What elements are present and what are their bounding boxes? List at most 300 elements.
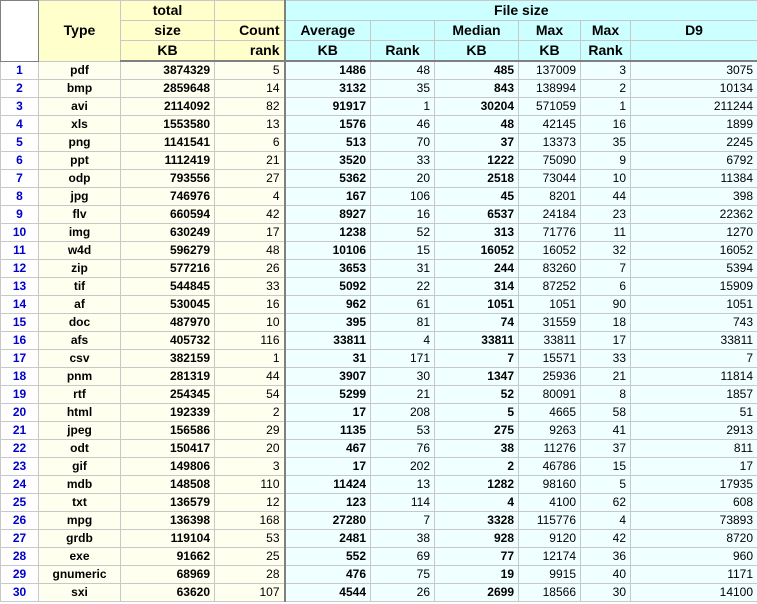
cell-max-rank: 30: [581, 584, 631, 602]
cell-max-kb: 87252: [519, 278, 581, 296]
cell-median: 4: [435, 494, 519, 512]
cell-avg-rank: 69: [371, 548, 435, 566]
cell-d9: 211244: [631, 98, 757, 116]
table-row: [1, 296, 757, 314]
header-median-line2: KB: [435, 41, 519, 62]
cell-idx: 21: [1, 422, 39, 440]
cell-d9: 10134: [631, 80, 757, 98]
cell-total: 487970: [121, 314, 215, 332]
cell-type: w4d: [39, 242, 121, 260]
table-row: [1, 152, 757, 170]
cell-avg: 17: [285, 458, 371, 476]
cell-type: mdb: [39, 476, 121, 494]
cell-total: 1141541: [121, 134, 215, 152]
cell-d9: 1270: [631, 224, 757, 242]
cell-max-rank: 40: [581, 566, 631, 584]
cell-avg-rank: 31: [371, 260, 435, 278]
header-max-rank-line2: Rank: [581, 41, 631, 62]
cell-avg: 3907: [285, 368, 371, 386]
cell-type: tif: [39, 278, 121, 296]
header-total-line2: size: [121, 21, 215, 41]
cell-median: 275: [435, 422, 519, 440]
cell-max-kb: 18566: [519, 584, 581, 602]
header-count-line1: Count: [215, 21, 285, 41]
cell-type: jpg: [39, 188, 121, 206]
cell-avg-rank: 22: [371, 278, 435, 296]
table-row: [1, 278, 757, 296]
cell-max-kb: 98160: [519, 476, 581, 494]
cell-total: 544845: [121, 278, 215, 296]
cell-avg-rank: 30: [371, 368, 435, 386]
table-row: [1, 350, 757, 368]
cell-max-kb: 71776: [519, 224, 581, 242]
cell-idx: 1: [1, 61, 39, 80]
cell-max-rank: 15: [581, 458, 631, 476]
table-row: [1, 422, 757, 440]
cell-idx: 23: [1, 458, 39, 476]
cell-max-rank: 18: [581, 314, 631, 332]
cell-total: 2114092: [121, 98, 215, 116]
cell-max-rank: 35: [581, 134, 631, 152]
cell-avg-rank: 106: [371, 188, 435, 206]
cell-count-rank: 3: [215, 458, 285, 476]
table-row: [1, 458, 757, 476]
cell-avg-rank: 171: [371, 350, 435, 368]
cell-avg: 3520: [285, 152, 371, 170]
cell-type: bmp: [39, 80, 121, 98]
cell-max-kb: 25936: [519, 368, 581, 386]
table-row: [1, 80, 757, 98]
cell-median: 314: [435, 278, 519, 296]
header-max-kb-line1: Max: [519, 21, 581, 41]
cell-d9: 33811: [631, 332, 757, 350]
cell-d9: 608: [631, 494, 757, 512]
cell-idx: 3: [1, 98, 39, 116]
cell-median: 19: [435, 566, 519, 584]
header-d9-blank: [631, 41, 757, 62]
cell-avg-rank: 1: [371, 98, 435, 116]
cell-avg: 467: [285, 440, 371, 458]
cell-avg: 2481: [285, 530, 371, 548]
cell-count-rank: 25: [215, 548, 285, 566]
cell-median: 37: [435, 134, 519, 152]
cell-total: 119104: [121, 530, 215, 548]
cell-avg: 3132: [285, 80, 371, 98]
header-type: Type: [39, 1, 121, 62]
cell-d9: 1899: [631, 116, 757, 134]
cell-count-rank: 28: [215, 566, 285, 584]
corner-cell: [1, 1, 39, 62]
cell-avg: 1135: [285, 422, 371, 440]
cell-type: csv: [39, 350, 121, 368]
cell-d9: 51: [631, 404, 757, 422]
cell-max-kb: 31559: [519, 314, 581, 332]
cell-total: 192339: [121, 404, 215, 422]
cell-avg-rank: 4: [371, 332, 435, 350]
cell-avg: 123: [285, 494, 371, 512]
cell-max-rank: 6: [581, 278, 631, 296]
header-file-size: File size: [285, 1, 757, 21]
cell-max-rank: 62: [581, 494, 631, 512]
cell-median: 33811: [435, 332, 519, 350]
cell-type: html: [39, 404, 121, 422]
cell-count-rank: 4: [215, 188, 285, 206]
cell-max-rank: 11: [581, 224, 631, 242]
cell-idx: 2: [1, 80, 39, 98]
cell-idx: 18: [1, 368, 39, 386]
cell-count-rank: 20: [215, 440, 285, 458]
cell-max-kb: 9120: [519, 530, 581, 548]
cell-max-kb: 4665: [519, 404, 581, 422]
cell-max-kb: 33811: [519, 332, 581, 350]
cell-type: zip: [39, 260, 121, 278]
cell-total: 793556: [121, 170, 215, 188]
cell-type: af: [39, 296, 121, 314]
table-row: [1, 584, 757, 602]
cell-avg-rank: 61: [371, 296, 435, 314]
cell-count-rank: 16: [215, 296, 285, 314]
cell-max-kb: 16052: [519, 242, 581, 260]
table-row: [1, 494, 757, 512]
cell-d9: 2245: [631, 134, 757, 152]
cell-d9: 22362: [631, 206, 757, 224]
cell-avg: 476: [285, 566, 371, 584]
cell-avg: 11424: [285, 476, 371, 494]
cell-avg-rank: 202: [371, 458, 435, 476]
cell-count-rank: 33: [215, 278, 285, 296]
cell-median: 30204: [435, 98, 519, 116]
cell-avg: 962: [285, 296, 371, 314]
cell-avg: 27280: [285, 512, 371, 530]
cell-avg-rank: 35: [371, 80, 435, 98]
cell-idx: 5: [1, 134, 39, 152]
table-row: [1, 61, 757, 80]
cell-type: avi: [39, 98, 121, 116]
cell-total: 630249: [121, 224, 215, 242]
cell-max-rank: 7: [581, 260, 631, 278]
cell-idx: 16: [1, 332, 39, 350]
cell-type: pdf: [39, 61, 121, 80]
cell-avg: 513: [285, 134, 371, 152]
cell-max-rank: 17: [581, 332, 631, 350]
cell-avg-rank: 33: [371, 152, 435, 170]
cell-median: 2699: [435, 584, 519, 602]
header-average-line1: Average: [285, 21, 371, 41]
cell-total: 148508: [121, 476, 215, 494]
cell-total: 746976: [121, 188, 215, 206]
cell-median: 485: [435, 61, 519, 80]
cell-count-rank: 1: [215, 350, 285, 368]
cell-avg: 8927: [285, 206, 371, 224]
cell-d9: 17935: [631, 476, 757, 494]
cell-max-rank: 90: [581, 296, 631, 314]
header-total-line1: total: [121, 1, 215, 21]
cell-idx: 9: [1, 206, 39, 224]
cell-max-kb: 75090: [519, 152, 581, 170]
cell-total: 91662: [121, 548, 215, 566]
table-row: [1, 260, 757, 278]
cell-avg-rank: 70: [371, 134, 435, 152]
cell-median: 2518: [435, 170, 519, 188]
cell-type: exe: [39, 548, 121, 566]
cell-count-rank: 107: [215, 584, 285, 602]
cell-type: rtf: [39, 386, 121, 404]
cell-type: pnm: [39, 368, 121, 386]
cell-total: 577216: [121, 260, 215, 278]
cell-type: grdb: [39, 530, 121, 548]
cell-max-rank: 1: [581, 98, 631, 116]
cell-max-kb: 4100: [519, 494, 581, 512]
cell-count-rank: 6: [215, 134, 285, 152]
cell-avg-rank: 114: [371, 494, 435, 512]
cell-max-kb: 80091: [519, 386, 581, 404]
cell-max-rank: 21: [581, 368, 631, 386]
cell-count-rank: 53: [215, 530, 285, 548]
cell-type: odt: [39, 440, 121, 458]
table-row: [1, 404, 757, 422]
cell-idx: 17: [1, 350, 39, 368]
cell-avg: 395: [285, 314, 371, 332]
cell-d9: 11384: [631, 170, 757, 188]
cell-idx: 10: [1, 224, 39, 242]
cell-total: 382159: [121, 350, 215, 368]
table-row: [1, 440, 757, 458]
cell-count-rank: 110: [215, 476, 285, 494]
cell-type: mpg: [39, 512, 121, 530]
cell-avg: 31: [285, 350, 371, 368]
cell-max-rank: 37: [581, 440, 631, 458]
cell-avg: 3653: [285, 260, 371, 278]
cell-avg-rank: 48: [371, 61, 435, 80]
cell-d9: 16052: [631, 242, 757, 260]
cell-d9: 6792: [631, 152, 757, 170]
cell-median: 1347: [435, 368, 519, 386]
header-rank-blank: [371, 21, 435, 41]
cell-max-kb: 83260: [519, 260, 581, 278]
cell-max-rank: 10: [581, 170, 631, 188]
cell-d9: 2913: [631, 422, 757, 440]
cell-idx: 15: [1, 314, 39, 332]
cell-d9: 8720: [631, 530, 757, 548]
cell-median: 77: [435, 548, 519, 566]
cell-total: 2859648: [121, 80, 215, 98]
cell-type: png: [39, 134, 121, 152]
cell-avg-rank: 21: [371, 386, 435, 404]
cell-avg-rank: 16: [371, 206, 435, 224]
cell-max-rank: 58: [581, 404, 631, 422]
cell-idx: 19: [1, 386, 39, 404]
cell-d9: 960: [631, 548, 757, 566]
cell-max-kb: 46786: [519, 458, 581, 476]
cell-type: xls: [39, 116, 121, 134]
header-rank: Rank: [371, 41, 435, 62]
cell-median: 244: [435, 260, 519, 278]
cell-type: gnumeric: [39, 566, 121, 584]
cell-idx: 25: [1, 494, 39, 512]
cell-max-kb: 8201: [519, 188, 581, 206]
header-d9: D9: [631, 21, 757, 41]
cell-d9: 5394: [631, 260, 757, 278]
cell-median: 74: [435, 314, 519, 332]
cell-max-rank: 42: [581, 530, 631, 548]
table-row: [1, 116, 757, 134]
cell-median: 7: [435, 350, 519, 368]
cell-max-kb: 9915: [519, 566, 581, 584]
cell-max-rank: 9: [581, 152, 631, 170]
cell-count-rank: 12: [215, 494, 285, 512]
cell-count-rank: 14: [215, 80, 285, 98]
cell-max-kb: 571059: [519, 98, 581, 116]
cell-median: 928: [435, 530, 519, 548]
cell-avg: 167: [285, 188, 371, 206]
cell-idx: 7: [1, 170, 39, 188]
cell-max-rank: 3: [581, 61, 631, 80]
header-count-blank: [215, 1, 285, 21]
table-row: [1, 332, 757, 350]
cell-d9: 1051: [631, 296, 757, 314]
cell-max-kb: 9263: [519, 422, 581, 440]
cell-d9: 73893: [631, 512, 757, 530]
cell-avg: 10106: [285, 242, 371, 260]
cell-idx: 30: [1, 584, 39, 602]
cell-avg: 1238: [285, 224, 371, 242]
cell-idx: 11: [1, 242, 39, 260]
cell-type: gif: [39, 458, 121, 476]
cell-avg-rank: 26: [371, 584, 435, 602]
cell-max-kb: 12174: [519, 548, 581, 566]
table-row: [1, 530, 757, 548]
cell-d9: 3075: [631, 61, 757, 80]
cell-max-rank: 44: [581, 188, 631, 206]
cell-max-kb: 137009: [519, 61, 581, 80]
cell-total: 281319: [121, 368, 215, 386]
cell-max-rank: 8: [581, 386, 631, 404]
cell-type: afs: [39, 332, 121, 350]
cell-median: 48: [435, 116, 519, 134]
table-row: [1, 368, 757, 386]
cell-type: odp: [39, 170, 121, 188]
cell-idx: 6: [1, 152, 39, 170]
cell-idx: 14: [1, 296, 39, 314]
cell-idx: 26: [1, 512, 39, 530]
cell-median: 313: [435, 224, 519, 242]
cell-median: 16052: [435, 242, 519, 260]
header-max-rank-line1: Max: [581, 21, 631, 41]
cell-avg: 552: [285, 548, 371, 566]
cell-median: 6537: [435, 206, 519, 224]
cell-max-rank: 5: [581, 476, 631, 494]
cell-median: 38: [435, 440, 519, 458]
table-row: [1, 98, 757, 116]
cell-total: 136579: [121, 494, 215, 512]
cell-max-rank: 2: [581, 80, 631, 98]
cell-idx: 12: [1, 260, 39, 278]
table-row: [1, 314, 757, 332]
table-row: [1, 170, 757, 188]
cell-total: 156586: [121, 422, 215, 440]
table-row: [1, 476, 757, 494]
cell-median: 1282: [435, 476, 519, 494]
header-average-line2: KB: [285, 41, 371, 62]
cell-count-rank: 17: [215, 224, 285, 242]
cell-d9: 17: [631, 458, 757, 476]
cell-avg-rank: 208: [371, 404, 435, 422]
cell-count-rank: 10: [215, 314, 285, 332]
cell-median: 45: [435, 188, 519, 206]
cell-count-rank: 21: [215, 152, 285, 170]
cell-avg-rank: 15: [371, 242, 435, 260]
cell-total: 149806: [121, 458, 215, 476]
cell-max-kb: 1051: [519, 296, 581, 314]
cell-idx: 24: [1, 476, 39, 494]
cell-total: 136398: [121, 512, 215, 530]
cell-max-kb: 115776: [519, 512, 581, 530]
cell-avg: 5299: [285, 386, 371, 404]
cell-d9: 1857: [631, 386, 757, 404]
cell-d9: 1171: [631, 566, 757, 584]
cell-total: 254345: [121, 386, 215, 404]
cell-type: jpeg: [39, 422, 121, 440]
cell-median: 1222: [435, 152, 519, 170]
cell-max-rank: 33: [581, 350, 631, 368]
cell-total: 1112419: [121, 152, 215, 170]
cell-avg: 4544: [285, 584, 371, 602]
cell-d9: 743: [631, 314, 757, 332]
cell-d9: 398: [631, 188, 757, 206]
cell-total: 405732: [121, 332, 215, 350]
cell-count-rank: 5: [215, 61, 285, 80]
cell-count-rank: 26: [215, 260, 285, 278]
table-row: [1, 512, 757, 530]
cell-max-kb: 24184: [519, 206, 581, 224]
cell-avg: 1486: [285, 61, 371, 80]
table-body: [1, 61, 757, 602]
cell-avg: 1576: [285, 116, 371, 134]
table-row: [1, 134, 757, 152]
table-row: [1, 386, 757, 404]
cell-type: sxi: [39, 584, 121, 602]
cell-total: 596279: [121, 242, 215, 260]
cell-idx: 29: [1, 566, 39, 584]
cell-idx: 20: [1, 404, 39, 422]
table-row: [1, 548, 757, 566]
table-header: [1, 1, 757, 62]
table-row: [1, 224, 757, 242]
cell-total: 1553580: [121, 116, 215, 134]
cell-median: 3328: [435, 512, 519, 530]
cell-max-rank: 4: [581, 512, 631, 530]
cell-avg-rank: 46: [371, 116, 435, 134]
cell-idx: 13: [1, 278, 39, 296]
cell-max-rank: 41: [581, 422, 631, 440]
cell-count-rank: 168: [215, 512, 285, 530]
cell-type: ppt: [39, 152, 121, 170]
cell-max-kb: 13373: [519, 134, 581, 152]
cell-max-kb: 138994: [519, 80, 581, 98]
cell-total: 660594: [121, 206, 215, 224]
cell-median: 2: [435, 458, 519, 476]
table-row: [1, 206, 757, 224]
cell-avg-rank: 20: [371, 170, 435, 188]
cell-count-rank: 42: [215, 206, 285, 224]
table-row: [1, 566, 757, 584]
cell-idx: 27: [1, 530, 39, 548]
cell-avg-rank: 53: [371, 422, 435, 440]
cell-type: img: [39, 224, 121, 242]
cell-avg-rank: 38: [371, 530, 435, 548]
cell-avg-rank: 76: [371, 440, 435, 458]
cell-max-kb: 42145: [519, 116, 581, 134]
